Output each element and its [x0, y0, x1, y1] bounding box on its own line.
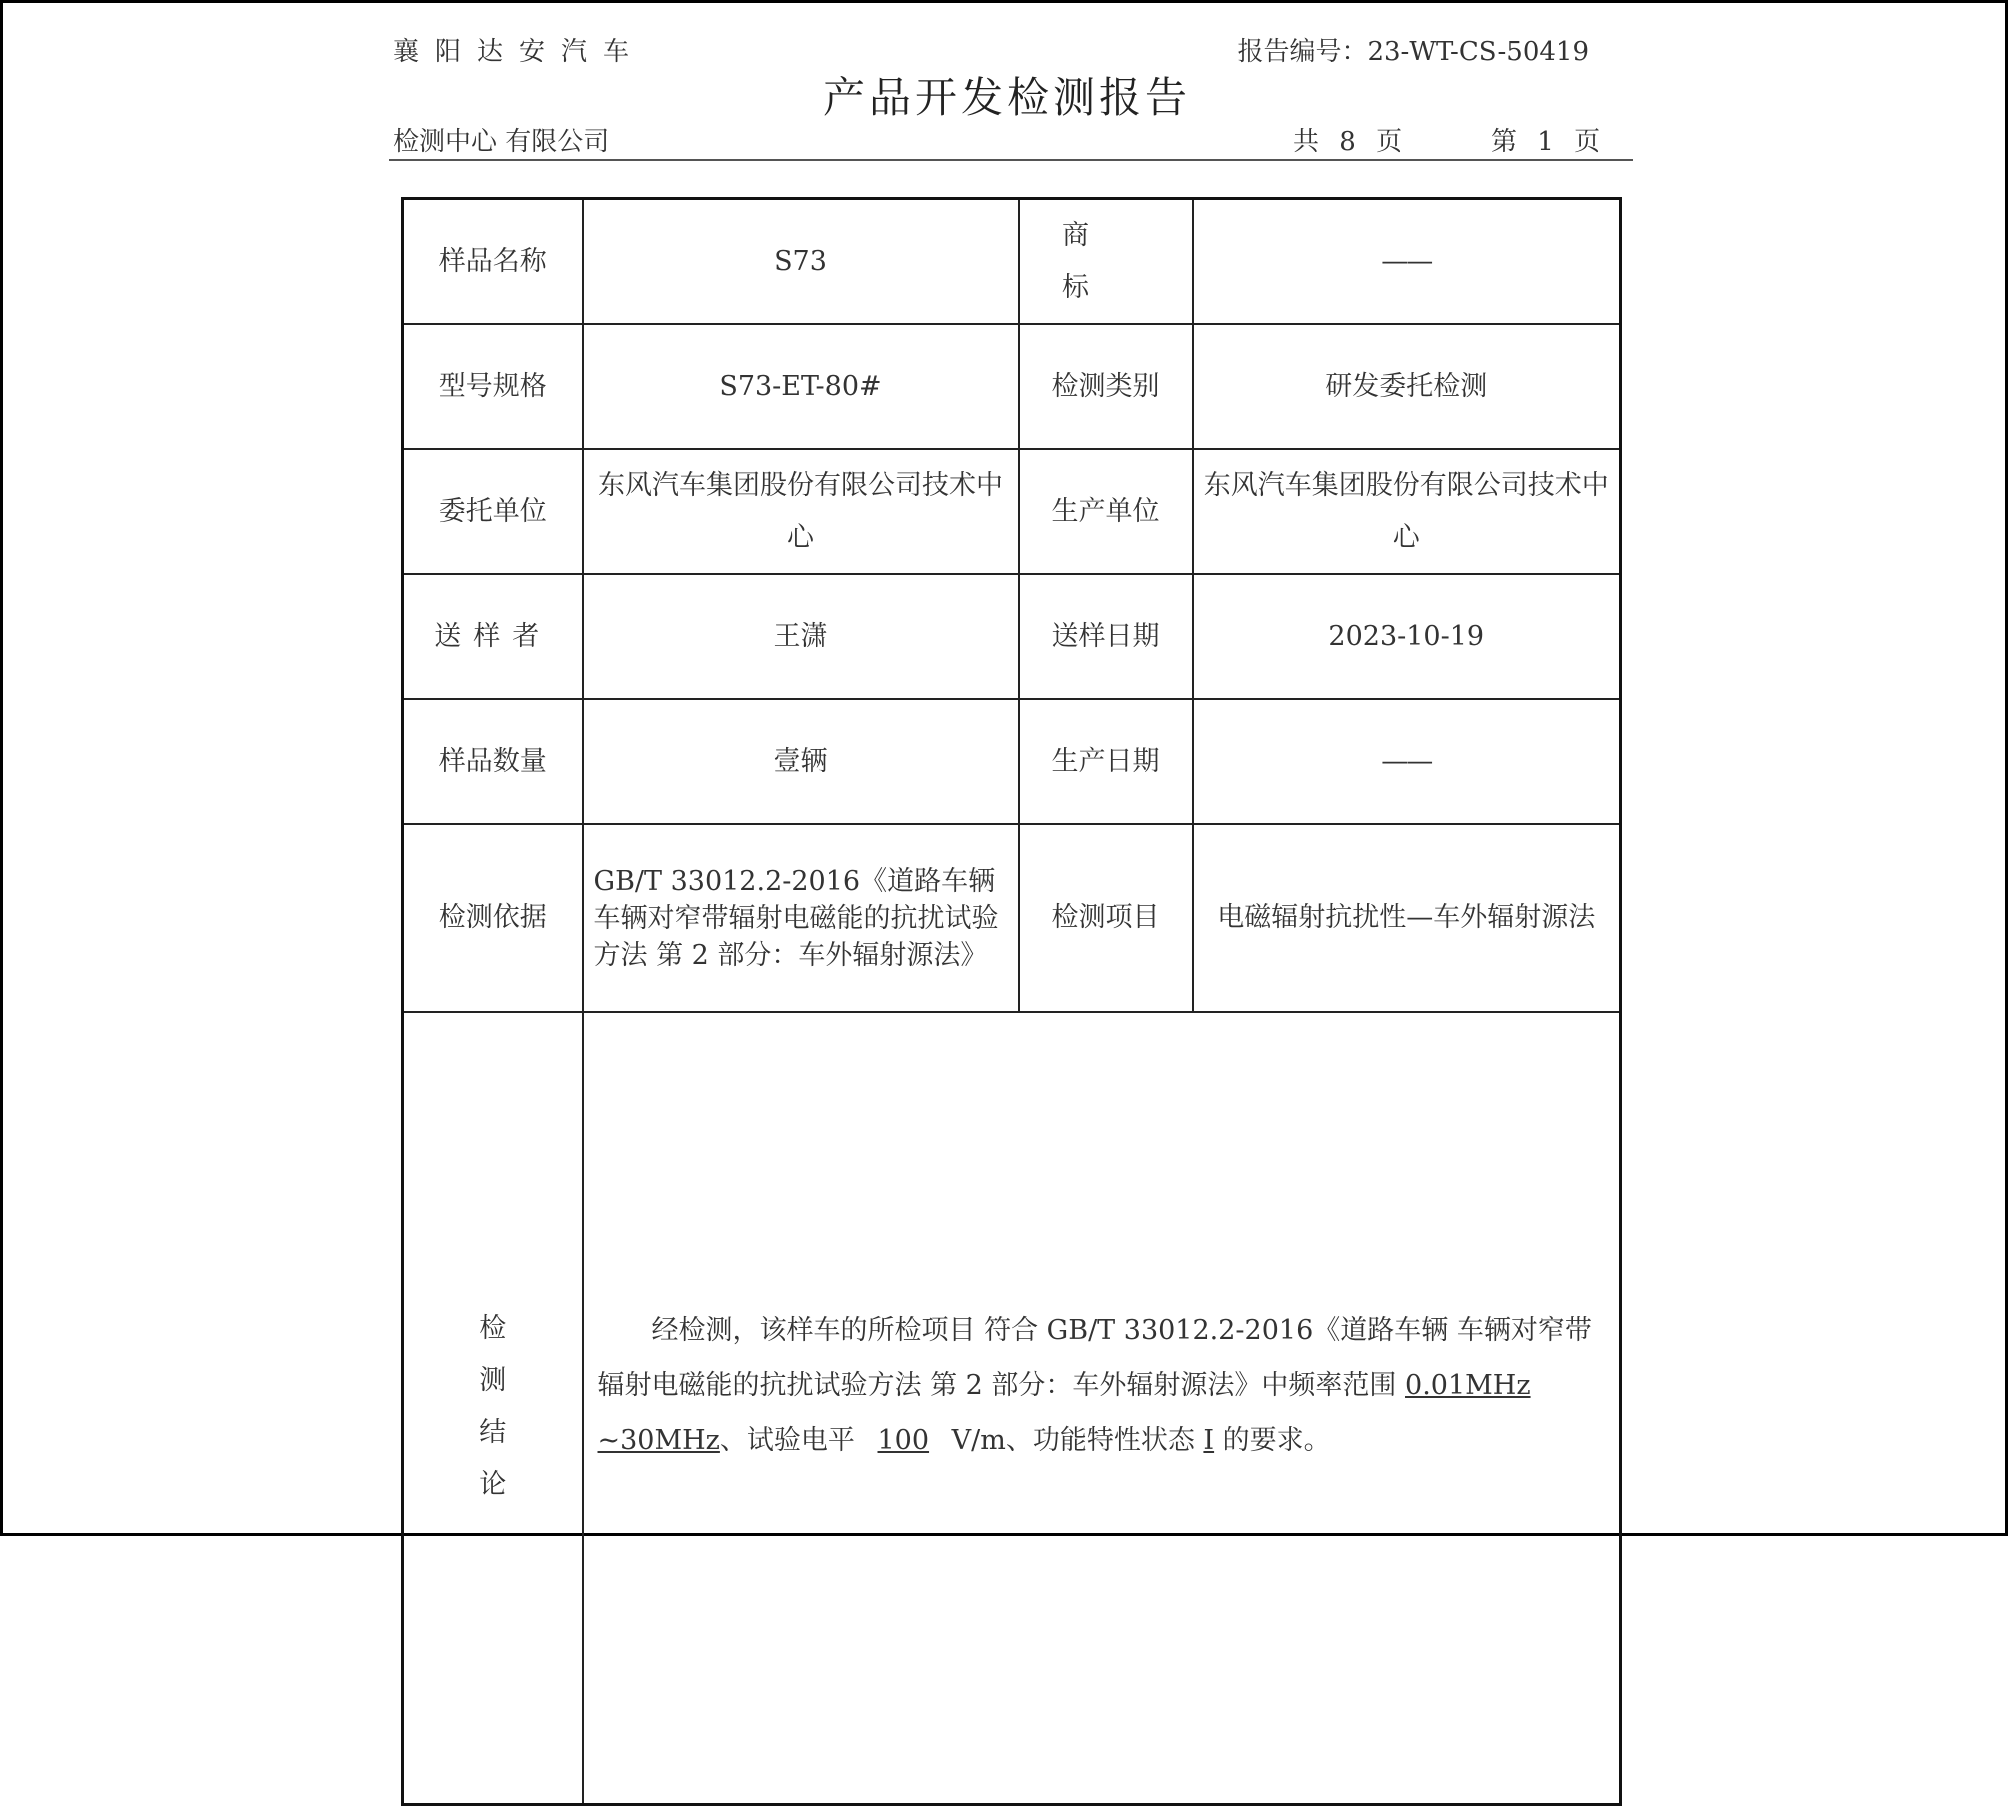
conclusion-text-part: V/m、功能特性状态 [943, 1425, 1204, 1456]
page-number: 第 1 页 [1491, 127, 1607, 157]
manufacturer-label: 生产单位 [1019, 449, 1193, 574]
client-label: 委托单位 [403, 449, 583, 574]
test-level-number: 100 [877, 1425, 930, 1456]
conclusion-text-part: 、试验电平 [719, 1425, 864, 1456]
test-type-value: 研发委托检测 [1193, 324, 1621, 449]
conclusion-label-char: 检 [479, 1313, 507, 1344]
production-date-value: —— [1193, 699, 1621, 824]
test-basis-label: 检测依据 [403, 824, 583, 1012]
trademark-label: 商标 [1019, 199, 1193, 325]
table-row [403, 449, 1621, 574]
sender-label: 送样者 [403, 574, 583, 699]
table-row [403, 324, 1621, 449]
client-value: 东风汽车集团股份有限公司技术中心 [583, 449, 1019, 574]
table-row [403, 824, 1621, 1012]
conclusion-label-char: 论 [479, 1469, 507, 1500]
conclusion-label [403, 1012, 583, 1805]
header-divider [389, 159, 1633, 161]
model-label: 型号规格 [403, 324, 583, 449]
functional-state-value: I [1203, 1425, 1215, 1456]
conclusion-text-part: 经检测，该样车的所检项目 符合 GB/T 33012.2-2016《道路车辆 车辆对窄带辐射电磁能的抗扰试验方法 第 2 部分：车外辐射源法》中频率范围 [597, 1315, 1592, 1401]
frequency-range-value: 0.01MHz ~30MHz [597, 1370, 1531, 1456]
model-value: S73-ET-80# [583, 324, 1019, 449]
report-info-table [401, 197, 1622, 1806]
manufacturer-value: 东风汽车集团股份有限公司技术中心 [1193, 449, 1621, 574]
send-date-label: 送样日期 [1019, 574, 1193, 699]
test-type-label: 检测类别 [1019, 324, 1193, 449]
report-number: 报告编号：23-WT-CS-50419 [1237, 37, 1589, 67]
sender-value: 王潇 [583, 574, 1019, 699]
table-row [403, 699, 1621, 824]
conclusion-label-char: 测 [479, 1365, 507, 1396]
table-row [403, 1012, 1621, 1805]
test-level-value [864, 1425, 944, 1456]
test-basis-value: GB/T 33012.2-2016《道路车辆 车辆对窄带辐射电磁能的抗扰试验方法 第 2 部分：车外辐射源法》 [583, 824, 1019, 1012]
quantity-label: 样品数量 [403, 699, 583, 824]
total-pages: 共 8 页 [1293, 127, 1409, 157]
sample-name-value: S73 [583, 199, 1019, 325]
conclusion-label-char: 结 [479, 1417, 507, 1448]
conclusion-text-part: 的要求。 [1214, 1425, 1331, 1456]
test-item-label: 检测项目 [1019, 824, 1193, 1012]
company-name: 襄阳达安汽车 [393, 37, 646, 67]
table-row [403, 199, 1621, 325]
test-item-value: 电磁辐射抗扰性—车外辐射源法 [1193, 824, 1621, 1012]
report-title: 产品开发检测报告 [822, 73, 1191, 122]
quantity-value: 壹辆 [583, 699, 1019, 824]
sample-name-label: 样品名称 [403, 199, 583, 325]
conclusion-text [583, 1012, 1621, 1805]
table-row [403, 574, 1621, 699]
testing-center-name: 检测中心 有限公司 [393, 127, 610, 157]
production-date-label: 生产日期 [1019, 699, 1193, 824]
trademark-value: —— [1193, 199, 1621, 325]
send-date-value: 2023-10-19 [1193, 574, 1621, 699]
